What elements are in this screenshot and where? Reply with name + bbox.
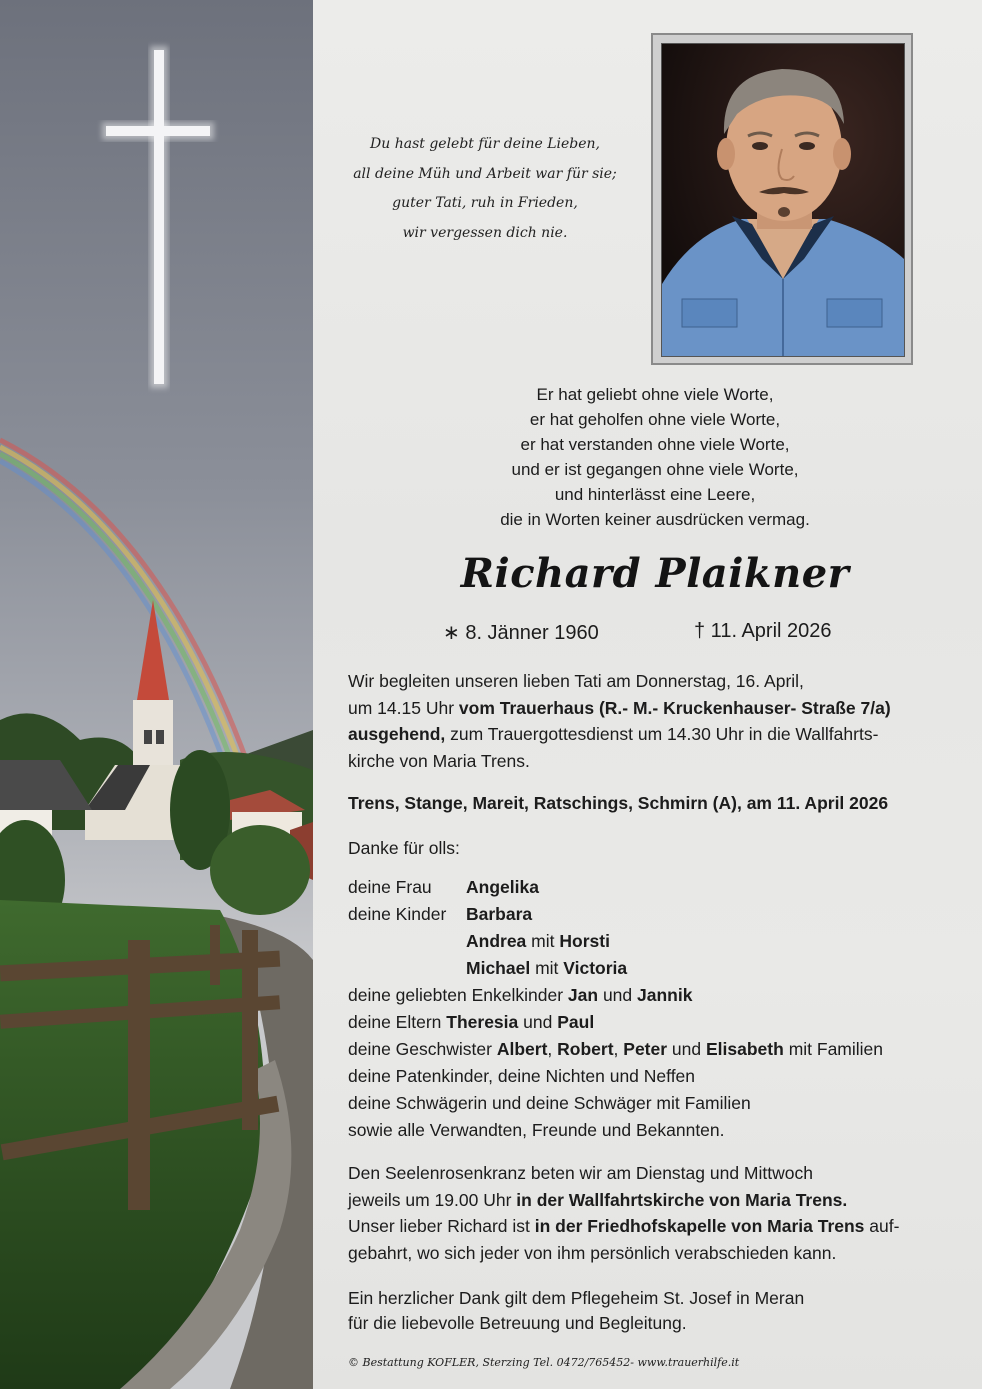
text-line: für die liebevolle Betreuung und Begleitung.	[348, 1313, 687, 1333]
text-line: gebahrt, wo sich jeder von ihm persönlich verabschieden kann.	[348, 1242, 837, 1263]
list-item	[348, 955, 948, 982]
relative-name: Peter	[623, 1039, 668, 1059]
relation-label: deine Kinder	[348, 904, 447, 924]
place-and-date: Trens, Stange, Mareit, Ratschings, Schmirn (A), am 11. April 2026	[348, 793, 889, 813]
relative-name: Horsti	[559, 931, 610, 951]
text-span: um 14.15 Uhr	[348, 697, 459, 718]
text-span: und	[671, 1039, 702, 1059]
text-span: mit	[535, 958, 559, 978]
relative-name: Andrea	[466, 931, 527, 951]
text-line: Ein herzlicher Dank gilt dem Pflegeheim St. Josef in Meran	[348, 1288, 805, 1308]
thanks-intro: Danke für olls:	[348, 838, 460, 858]
relative-name: Elisabeth	[706, 1039, 784, 1059]
text-span: und	[602, 985, 633, 1005]
relative-name: Barbara	[466, 904, 533, 924]
verse-line: Du hast gelebt für deine Lieben,	[370, 136, 600, 152]
bold-span: vom Trauerhaus (R.- M.- Kruckenhauser- Straße 7/a)	[458, 697, 891, 718]
relation-label: deine geliebten Enkelkinder	[348, 985, 564, 1005]
text-line: kirche von Maria Trens.	[348, 750, 530, 771]
text-span: auf-	[864, 1216, 900, 1236]
text-span: zum Trauergottesdienst um 14.30 Uhr in die Wallfahrts-	[445, 724, 879, 744]
text-line	[348, 695, 948, 722]
bold-span: in der Friedhofskapelle von Maria Trens	[534, 1216, 865, 1236]
text-line: Den Seelenrosenkranz beten wir am Dienstag und Mittwoch	[348, 1163, 813, 1183]
verse-line: wir vergessen dich nie.	[402, 224, 568, 241]
relative-name: Jannik	[637, 985, 693, 1005]
verse-line: er hat geholfen ohne viele Worte,	[529, 410, 781, 429]
footer-credit: © Bestattung KOFLER, Sterzing Tel. 0472/765452- www.trauerhilfe.it	[348, 1356, 740, 1369]
text-span: Unser lieber Richard ist	[348, 1216, 535, 1236]
verse-line: und hinterlässt eine Leere,	[554, 485, 756, 504]
portrait-photo	[661, 43, 905, 357]
deceased-name: Richard Plaikner	[460, 550, 850, 597]
text-span: mit Familien	[788, 1039, 884, 1059]
list-item: sowie alle Verwandten, Freunde und Bekannten.	[348, 1120, 725, 1140]
relative-name: Robert	[557, 1039, 614, 1059]
text-span: mit	[531, 931, 555, 951]
verse-line: all deine Müh und Arbeit war für sie;	[353, 165, 617, 182]
verse-line: Er hat geliebt ohne viele Worte,	[536, 385, 774, 404]
opening-verse	[320, 130, 650, 248]
relative-name: Angelika	[466, 877, 539, 897]
text-span: und	[523, 1012, 553, 1032]
portrait-frame	[651, 33, 913, 365]
memorial-picture	[0, 0, 313, 1389]
birth-date: ∗ 8. Jänner 1960	[443, 622, 599, 644]
list-item	[348, 928, 948, 955]
list-item: deine Schwägerin und deine Schwäger mit Familien	[348, 1093, 751, 1113]
relative-name: Jan	[567, 985, 599, 1005]
death-date: † 11. April 2026	[694, 620, 832, 642]
family-list	[348, 874, 948, 1144]
text-line	[348, 1187, 948, 1214]
list-item: deine Patenkinder, deine Nichten und Neffen	[348, 1066, 696, 1086]
text-line: Wir begleiten unseren lieben Tati am Donnerstag, 16. April,	[348, 671, 804, 691]
list-item	[348, 982, 948, 1009]
text-line	[348, 721, 948, 748]
bold-span: in der Wallfahrtskirche von Maria Trens.	[516, 1189, 848, 1210]
main-verse	[420, 382, 890, 532]
relation-label: deine Geschwister	[348, 1039, 492, 1059]
verse-line: und er ist gegangen ohne viele Worte,	[511, 460, 799, 479]
list-item	[348, 901, 948, 928]
relative-name: Albert	[496, 1039, 548, 1059]
verse-line: er hat verstanden ohne viele Worte,	[520, 435, 790, 454]
final-thanks	[348, 1286, 948, 1336]
bold-span: ausgehend,	[348, 724, 446, 744]
relative-name: Michael	[466, 958, 531, 978]
list-item	[348, 1009, 948, 1036]
funeral-notice	[348, 668, 948, 774]
relative-name: Paul	[557, 1012, 595, 1032]
relative-name: Victoria	[563, 958, 628, 978]
list-item: deine Geschwister Albert, Robert, Peter und Elisabeth mit Familien	[348, 1039, 884, 1059]
rosary-notice	[348, 1160, 948, 1266]
verse-line: die in Worten keiner ausdrücken vermag.	[500, 510, 810, 529]
relation-label: deine Eltern	[348, 1012, 442, 1032]
relative-name: Theresia	[446, 1012, 519, 1032]
relation-label: deine Frau	[348, 877, 432, 897]
verse-line: guter Tati, ruh in Frieden,	[392, 195, 578, 211]
text-line	[348, 1213, 948, 1240]
list-item	[348, 874, 948, 901]
text-span: jeweils um 19.00 Uhr	[348, 1189, 517, 1210]
